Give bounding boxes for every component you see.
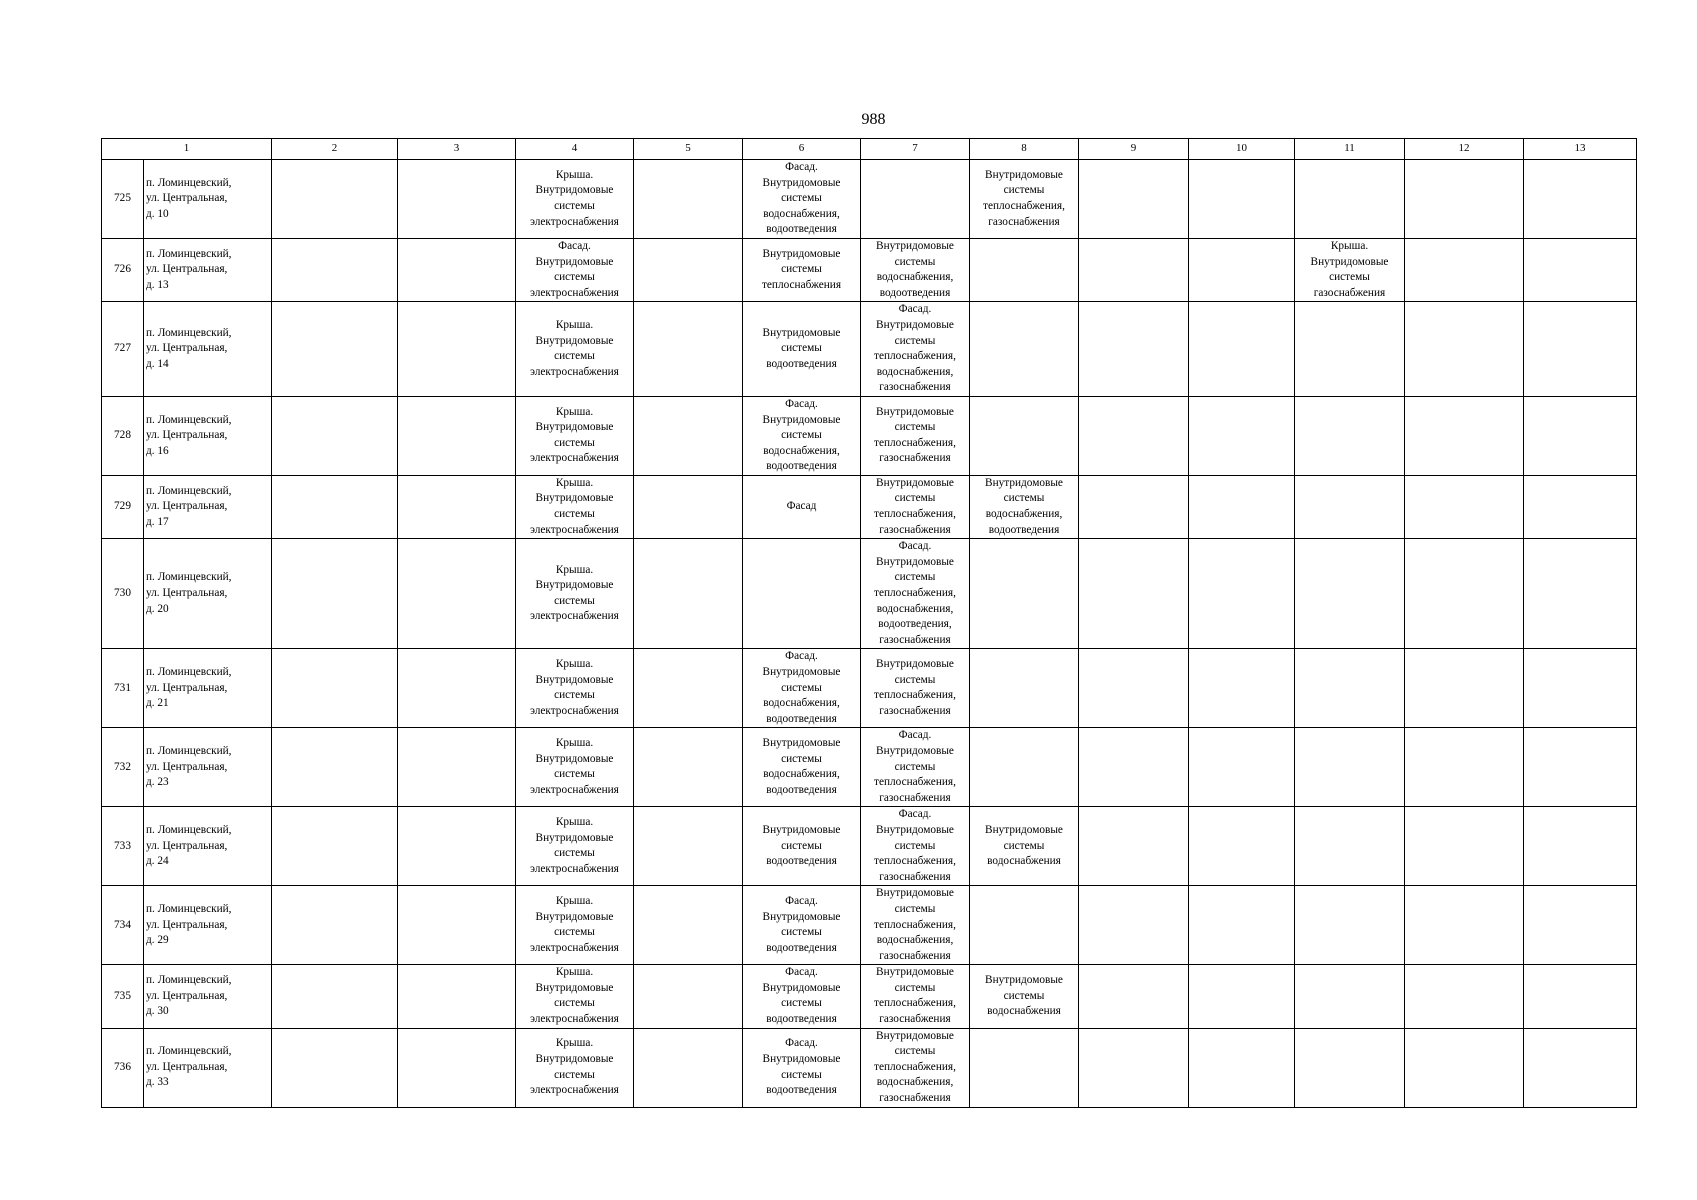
col-13-cell (1524, 475, 1637, 538)
col-7-cell (861, 160, 970, 239)
col-9-cell (1079, 1028, 1189, 1107)
col-3-cell (398, 238, 516, 301)
col-6-cell: Фасад. Внутридомовые системы водоснабжения, водоотведения (743, 649, 861, 728)
col-4-cell: Крыша. Внутридомовые системы электроснабжения (516, 728, 634, 807)
col-12-cell (1405, 649, 1524, 728)
header-cell: 7 (861, 139, 970, 160)
address-cell: п. Ломинцевский, ул. Центральная, д. 29 (144, 886, 272, 965)
row-number: 727 (102, 302, 144, 397)
col-2-cell (272, 160, 398, 239)
col-10-cell (1189, 649, 1295, 728)
col-8-cell (970, 1028, 1079, 1107)
col-9-cell (1079, 539, 1189, 649)
col-9-cell (1079, 965, 1189, 1028)
col-7-cell: Фасад. Внутридомовые системы теплоснабжения, газоснабжения (861, 728, 970, 807)
col-11-cell (1295, 302, 1405, 397)
header-row (102, 139, 1637, 160)
col-11-cell (1295, 649, 1405, 728)
col-5-cell (634, 539, 743, 649)
col-11-cell (1295, 965, 1405, 1028)
col-8-cell (970, 886, 1079, 965)
col-3-cell (398, 302, 516, 397)
table-row (102, 965, 1637, 1028)
col-2-cell (272, 475, 398, 538)
header-cell: 10 (1189, 139, 1295, 160)
col-8-cell (970, 238, 1079, 301)
col-5-cell (634, 302, 743, 397)
row-number: 726 (102, 238, 144, 301)
col-5-cell (634, 886, 743, 965)
col-9-cell (1079, 238, 1189, 301)
col-8-cell (970, 728, 1079, 807)
col-6-cell: Внутридомовые системы водоснабжения, водоотведения (743, 728, 861, 807)
col-10-cell (1189, 302, 1295, 397)
col-13-cell (1524, 728, 1637, 807)
col-11-cell (1295, 160, 1405, 239)
col-11-cell (1295, 886, 1405, 965)
col-13-cell (1524, 396, 1637, 475)
col-7-cell: Внутридомовые системы водоснабжения, водоотведения (861, 238, 970, 301)
col-4-cell: Крыша. Внутридомовые системы электроснабжения (516, 160, 634, 239)
col-2-cell (272, 649, 398, 728)
col-13-cell (1524, 238, 1637, 301)
address-cell: п. Ломинцевский, ул. Центральная, д. 16 (144, 396, 272, 475)
address-cell: п. Ломинцевский, ул. Центральная, д. 14 (144, 302, 272, 397)
col-10-cell (1189, 238, 1295, 301)
col-4-cell: Крыша. Внутридомовые системы электроснабжения (516, 539, 634, 649)
col-2-cell (272, 965, 398, 1028)
col-7-cell: Фасад. Внутридомовые системы теплоснабжения, водоснабжения, газоснабжения (861, 302, 970, 397)
col-10-cell (1189, 539, 1295, 649)
table-row (102, 396, 1637, 475)
address-cell: п. Ломинцевский, ул. Центральная, д. 24 (144, 807, 272, 886)
col-9-cell (1079, 475, 1189, 538)
col-12-cell (1405, 302, 1524, 397)
table-row (102, 807, 1637, 886)
col-9-cell (1079, 396, 1189, 475)
table-row (102, 1028, 1637, 1107)
col-13-cell (1524, 886, 1637, 965)
col-12-cell (1405, 160, 1524, 239)
col-6-cell: Фасад (743, 475, 861, 538)
col-4-cell: Крыша. Внутридомовые системы электроснабжения (516, 302, 634, 397)
address-cell: п. Ломинцевский, ул. Центральная, д. 30 (144, 965, 272, 1028)
header-cell: 8 (970, 139, 1079, 160)
col-3-cell (398, 1028, 516, 1107)
col-7-cell: Фасад. Внутридомовые системы теплоснабжения, водоснабжения, водоотведения, газоснабжения (861, 539, 970, 649)
header-cell: 13 (1524, 139, 1637, 160)
col-7-cell: Внутридомовые системы теплоснабжения, водоснабжения, газоснабжения (861, 886, 970, 965)
col-3-cell (398, 160, 516, 239)
table-row (102, 886, 1637, 965)
col-5-cell (634, 475, 743, 538)
col-13-cell (1524, 965, 1637, 1028)
address-cell: п. Ломинцевский, ул. Центральная, д. 21 (144, 649, 272, 728)
header-cell: 2 (272, 139, 398, 160)
col-11-cell (1295, 728, 1405, 807)
col-13-cell (1524, 649, 1637, 728)
col-3-cell (398, 807, 516, 886)
table-row (102, 302, 1637, 397)
col-13-cell (1524, 160, 1637, 239)
row-number: 729 (102, 475, 144, 538)
col-5-cell (634, 728, 743, 807)
col-5-cell (634, 238, 743, 301)
col-9-cell (1079, 160, 1189, 239)
col-11-cell (1295, 1028, 1405, 1107)
col-6-cell: Внутридомовые системы водоотведения (743, 302, 861, 397)
col-5-cell (634, 160, 743, 239)
col-3-cell (398, 965, 516, 1028)
col-7-cell: Внутридомовые системы теплоснабжения, водоснабжения, газоснабжения (861, 1028, 970, 1107)
col-4-cell: Фасад. Внутридомовые системы электроснабжения (516, 238, 634, 301)
col-6-cell: Внутридомовые системы теплоснабжения (743, 238, 861, 301)
row-number: 735 (102, 965, 144, 1028)
col-13-cell (1524, 1028, 1637, 1107)
repair-schedule-table (101, 138, 1637, 1108)
col-5-cell (634, 649, 743, 728)
col-10-cell (1189, 807, 1295, 886)
col-6-cell (743, 539, 861, 649)
address-cell: п. Ломинцевский, ул. Центральная, д. 10 (144, 160, 272, 239)
col-3-cell (398, 539, 516, 649)
col-10-cell (1189, 965, 1295, 1028)
col-4-cell: Крыша. Внутридомовые системы электроснабжения (516, 1028, 634, 1107)
col-4-cell: Крыша. Внутридомовые системы электроснабжения (516, 649, 634, 728)
col-7-cell: Внутридомовые системы теплоснабжения, газоснабжения (861, 396, 970, 475)
col-10-cell (1189, 475, 1295, 538)
col-6-cell: Фасад. Внутридомовые системы водоотведения (743, 886, 861, 965)
page-number: 988 (861, 111, 886, 128)
table-row (102, 539, 1637, 649)
col-2-cell (272, 728, 398, 807)
col-8-cell (970, 539, 1079, 649)
header-cell: 6 (743, 139, 861, 160)
table-row (102, 160, 1637, 239)
col-12-cell (1405, 1028, 1524, 1107)
address-cell: п. Ломинцевский, ул. Центральная, д. 33 (144, 1028, 272, 1107)
col-4-cell: Крыша. Внутридомовые системы электроснабжения (516, 475, 634, 538)
col-3-cell (398, 475, 516, 538)
address-cell: п. Ломинцевский, ул. Центральная, д. 20 (144, 539, 272, 649)
col-4-cell: Крыша. Внутридомовые системы электроснабжения (516, 807, 634, 886)
col-8-cell: Внутридомовые системы водоснабжения (970, 965, 1079, 1028)
header-cell: 1 (102, 139, 272, 160)
col-12-cell (1405, 238, 1524, 301)
row-number: 736 (102, 1028, 144, 1107)
header-cell: 9 (1079, 139, 1189, 160)
col-6-cell: Фасад. Внутридомовые системы водоотведения (743, 965, 861, 1028)
address-cell: п. Ломинцевский, ул. Центральная, д. 17 (144, 475, 272, 538)
col-3-cell (398, 728, 516, 807)
table-row (102, 649, 1637, 728)
col-6-cell: Фасад. Внутридомовые системы водоотведения (743, 1028, 861, 1107)
row-number: 734 (102, 886, 144, 965)
row-number: 728 (102, 396, 144, 475)
col-7-cell: Внутридомовые системы теплоснабжения, газоснабжения (861, 965, 970, 1028)
col-8-cell: Внутридомовые системы теплоснабжения, газоснабжения (970, 160, 1079, 239)
header-cell: 12 (1405, 139, 1524, 160)
col-10-cell (1189, 396, 1295, 475)
header-cell: 11 (1295, 139, 1405, 160)
col-13-cell (1524, 807, 1637, 886)
col-2-cell (272, 539, 398, 649)
col-8-cell: Внутридомовые системы водоснабжения (970, 807, 1079, 886)
col-3-cell (398, 886, 516, 965)
table-row (102, 728, 1637, 807)
col-12-cell (1405, 728, 1524, 807)
col-11-cell (1295, 807, 1405, 886)
col-12-cell (1405, 475, 1524, 538)
col-13-cell (1524, 539, 1637, 649)
col-9-cell (1079, 728, 1189, 807)
col-10-cell (1189, 160, 1295, 239)
row-number: 732 (102, 728, 144, 807)
address-cell: п. Ломинцевский, ул. Центральная, д. 13 (144, 238, 272, 301)
col-6-cell: Фасад. Внутридомовые системы водоснабжения, водоотведения (743, 160, 861, 239)
col-13-cell (1524, 302, 1637, 397)
col-11-cell (1295, 475, 1405, 538)
row-number: 725 (102, 160, 144, 239)
col-4-cell: Крыша. Внутридомовые системы электроснабжения (516, 965, 634, 1028)
col-12-cell (1405, 396, 1524, 475)
col-12-cell (1405, 965, 1524, 1028)
col-2-cell (272, 238, 398, 301)
address-cell: п. Ломинцевский, ул. Центральная, д. 23 (144, 728, 272, 807)
header-cell: 5 (634, 139, 743, 160)
row-number: 733 (102, 807, 144, 886)
col-4-cell: Крыша. Внутридомовые системы электроснабжения (516, 886, 634, 965)
col-9-cell (1079, 807, 1189, 886)
header-cell: 4 (516, 139, 634, 160)
col-10-cell (1189, 1028, 1295, 1107)
col-11-cell (1295, 539, 1405, 649)
col-2-cell (272, 396, 398, 475)
col-7-cell: Внутридомовые системы теплоснабжения, газоснабжения (861, 475, 970, 538)
col-2-cell (272, 1028, 398, 1107)
col-5-cell (634, 807, 743, 886)
row-number: 731 (102, 649, 144, 728)
col-8-cell: Внутридомовые системы водоснабжения, водоотведения (970, 475, 1079, 538)
col-4-cell: Крыша. Внутридомовые системы электроснабжения (516, 396, 634, 475)
col-5-cell (634, 965, 743, 1028)
table-row (102, 238, 1637, 301)
col-2-cell (272, 302, 398, 397)
col-3-cell (398, 649, 516, 728)
col-5-cell (634, 396, 743, 475)
col-10-cell (1189, 886, 1295, 965)
col-11-cell (1295, 396, 1405, 475)
col-3-cell (398, 396, 516, 475)
col-12-cell (1405, 886, 1524, 965)
row-number: 730 (102, 539, 144, 649)
col-8-cell (970, 649, 1079, 728)
table-row (102, 475, 1637, 538)
col-6-cell: Фасад. Внутридомовые системы водоснабжения, водоотведения (743, 396, 861, 475)
col-9-cell (1079, 649, 1189, 728)
col-5-cell (634, 1028, 743, 1107)
col-7-cell: Фасад. Внутридомовые системы теплоснабжения, газоснабжения (861, 807, 970, 886)
col-8-cell (970, 302, 1079, 397)
header-cell: 3 (398, 139, 516, 160)
col-8-cell (970, 396, 1079, 475)
col-12-cell (1405, 539, 1524, 649)
col-2-cell (272, 807, 398, 886)
col-11-cell: Крыша. Внутридомовые системы газоснабжения (1295, 238, 1405, 301)
col-10-cell (1189, 728, 1295, 807)
col-6-cell: Внутридомовые системы водоотведения (743, 807, 861, 886)
col-12-cell (1405, 807, 1524, 886)
col-2-cell (272, 886, 398, 965)
col-9-cell (1079, 886, 1189, 965)
col-9-cell (1079, 302, 1189, 397)
col-7-cell: Внутридомовые системы теплоснабжения, газоснабжения (861, 649, 970, 728)
